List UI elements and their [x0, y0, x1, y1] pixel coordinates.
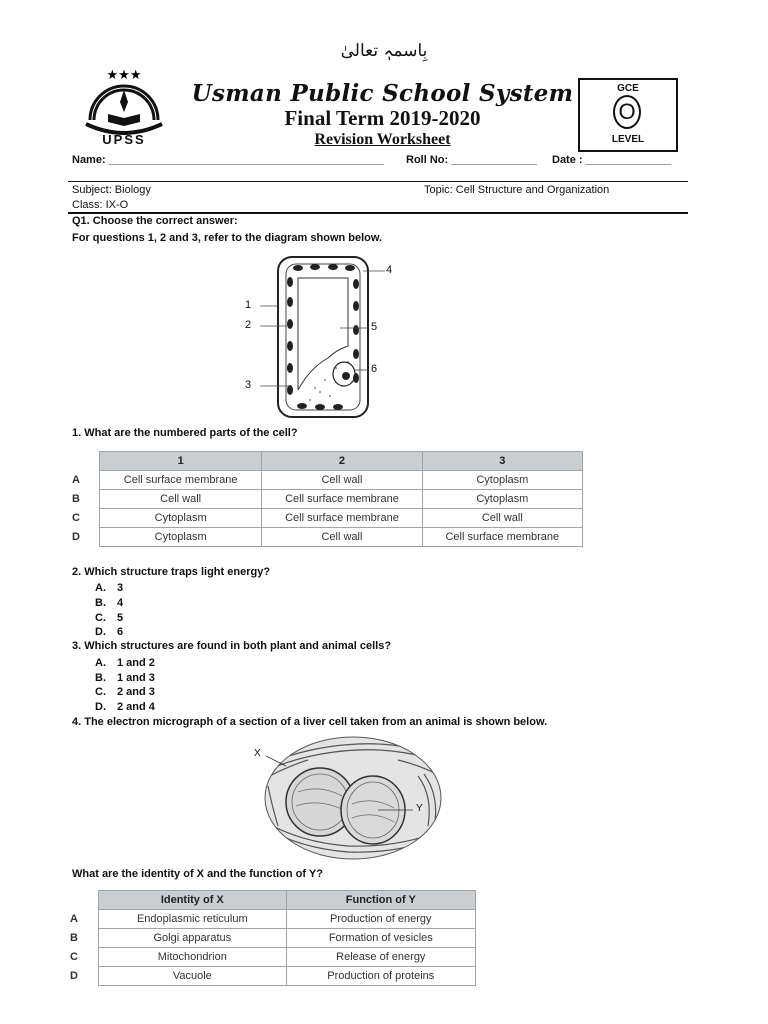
option-letter: B. — [95, 672, 106, 684]
worksheet-title — [150, 131, 615, 149]
q3-option-b[interactable] — [95, 672, 155, 684]
table-row[interactable] — [99, 910, 476, 929]
q2-option-d[interactable] — [95, 626, 124, 638]
option-text: 2 and 4 — [117, 701, 155, 713]
table-cell: Production of proteins — [286, 967, 475, 986]
plant-cell-diagram — [240, 250, 400, 420]
option-text: 2 and 3 — [117, 686, 155, 698]
table-cell: Cell surface membrane — [422, 528, 582, 547]
table-row[interactable] — [99, 929, 476, 948]
q4-letter-c: C — [70, 951, 78, 963]
option-text: 1 and 2 — [117, 657, 155, 669]
roll-field[interactable]: Roll No: ______________ — [406, 154, 537, 166]
diagram-label-6: 6 — [371, 363, 378, 375]
diagram-label-1: 1 — [245, 299, 252, 311]
school-name: Usman Public School System — [191, 80, 574, 107]
table-row[interactable] — [99, 948, 476, 967]
q2-option-b[interactable] — [95, 597, 124, 609]
option-letter: B. — [95, 597, 106, 609]
question-3-text: 3. Which structures are found in both plant and animal cells? — [72, 640, 392, 652]
term-title: Final Term 2019-2020 — [284, 106, 481, 130]
svg-text:★★★: ★★★ — [106, 68, 142, 83]
q1-heading: Q1. Choose the correct answer: — [72, 215, 238, 227]
diagram-label-2: 2 — [245, 319, 252, 331]
table-header-row — [100, 452, 583, 471]
badge-bottom: LEVEL — [611, 134, 645, 145]
table-header: 3 — [422, 452, 582, 471]
table-cell: Cell surface membrane — [262, 509, 422, 528]
date-field[interactable]: Date : ______________ — [552, 154, 672, 166]
table-cell: Cell wall — [262, 528, 422, 547]
table-header: 1 — [100, 452, 262, 471]
table-row[interactable] — [99, 967, 476, 986]
table-header: 2 — [262, 452, 422, 471]
bismillah-text: بِاسمہٖ تعالیٰ — [340, 41, 428, 61]
question-4-followup: What are the identity of X and the function of Y? — [72, 868, 323, 880]
question-4-table — [98, 890, 476, 986]
q1-letter-d: D — [72, 531, 80, 543]
table-cell: Vacuole — [99, 967, 287, 986]
micrograph-label-y: Y — [416, 803, 423, 814]
table-header-row — [99, 891, 476, 910]
option-letter: D. — [95, 626, 106, 638]
option-letter: D. — [95, 701, 106, 713]
logo-text: UPSS — [102, 132, 146, 147]
table-cell: Golgi apparatus — [99, 929, 287, 948]
table-cell: Mitochondrion — [99, 948, 287, 967]
q1-letter-b: B — [72, 493, 80, 505]
question-1-text: 1. What are the numbered parts of the cell? — [72, 427, 298, 439]
option-text: 3 — [117, 582, 124, 594]
q3-option-d[interactable] — [95, 701, 155, 713]
option-text: 1 and 3 — [117, 672, 155, 684]
table-cell: Cell surface membrane — [262, 490, 422, 509]
table-row[interactable] — [100, 528, 583, 547]
table-cell: Cytoplasm — [422, 490, 582, 509]
q3-option-a[interactable] — [95, 657, 155, 669]
option-text: 5 — [117, 612, 124, 624]
question-1-table — [99, 451, 583, 547]
q4-letter-a: A — [70, 913, 78, 925]
q2-option-c[interactable] — [95, 612, 124, 624]
table-cell: Cytoplasm — [100, 509, 262, 528]
table-header: Function of Y — [286, 891, 475, 910]
q4-letter-b: B — [70, 932, 78, 944]
table-row[interactable] — [100, 471, 583, 490]
table-cell: Cell wall — [422, 509, 582, 528]
option-text: 4 — [117, 597, 124, 609]
table-cell: Production of energy — [286, 910, 475, 929]
option-text: 6 — [117, 626, 124, 638]
worksheet-title-text: Revision Worksheet — [314, 131, 451, 148]
option-letter: C. — [95, 612, 106, 624]
option-letter: C. — [95, 686, 106, 698]
table-cell: Cell wall — [100, 490, 262, 509]
q1-instruction: For questions 1, 2 and 3, refer to the diagram shown below. — [72, 232, 383, 244]
topic-field: Topic: Cell Structure and Organization — [424, 184, 610, 196]
q4-letter-d: D — [70, 970, 78, 982]
subject-field: Subject: Biology — [72, 184, 151, 196]
divider-top — [68, 181, 688, 182]
question-4-text: 4. The electron micrograph of a section of a liver cell taken from an animal is shown below. — [72, 716, 548, 728]
table-cell: Endoplasmic reticulum — [99, 910, 287, 929]
q2-option-a[interactable] — [95, 582, 124, 594]
question-2-text: 2. Which structure traps light energy? — [72, 566, 271, 578]
table-cell: Formation of vesicles — [286, 929, 475, 948]
q1-letter-c: C — [72, 512, 80, 524]
table-cell: Cytoplasm — [100, 528, 262, 547]
table-cell: Cell wall — [262, 471, 422, 490]
micrograph-label-x: X — [254, 748, 261, 759]
liver-cell-micrograph — [248, 736, 448, 862]
diagram-label-5: 5 — [371, 321, 378, 333]
table-cell: Cytoplasm — [422, 471, 582, 490]
name-field[interactable]: Name: _____________________________________________ — [72, 154, 384, 166]
diagram-label-3: 3 — [245, 379, 252, 391]
q1-letter-a: A — [72, 474, 80, 486]
level-badge — [578, 78, 678, 152]
table-cell: Release of energy — [286, 948, 475, 967]
table-row[interactable] — [100, 490, 583, 509]
divider-bottom — [68, 212, 688, 214]
table-cell: Cell surface membrane — [100, 471, 262, 490]
badge-letter: O — [613, 95, 641, 129]
class-field: Class: IX-O — [72, 199, 129, 211]
table-header: Identity of X — [99, 891, 287, 910]
option-letter: A. — [95, 582, 106, 594]
option-letter: A. — [95, 657, 106, 669]
table-row[interactable] — [100, 509, 583, 528]
q3-option-c[interactable] — [95, 686, 155, 698]
diagram-label-4: 4 — [386, 264, 393, 276]
badge-top: GCE — [617, 83, 639, 94]
